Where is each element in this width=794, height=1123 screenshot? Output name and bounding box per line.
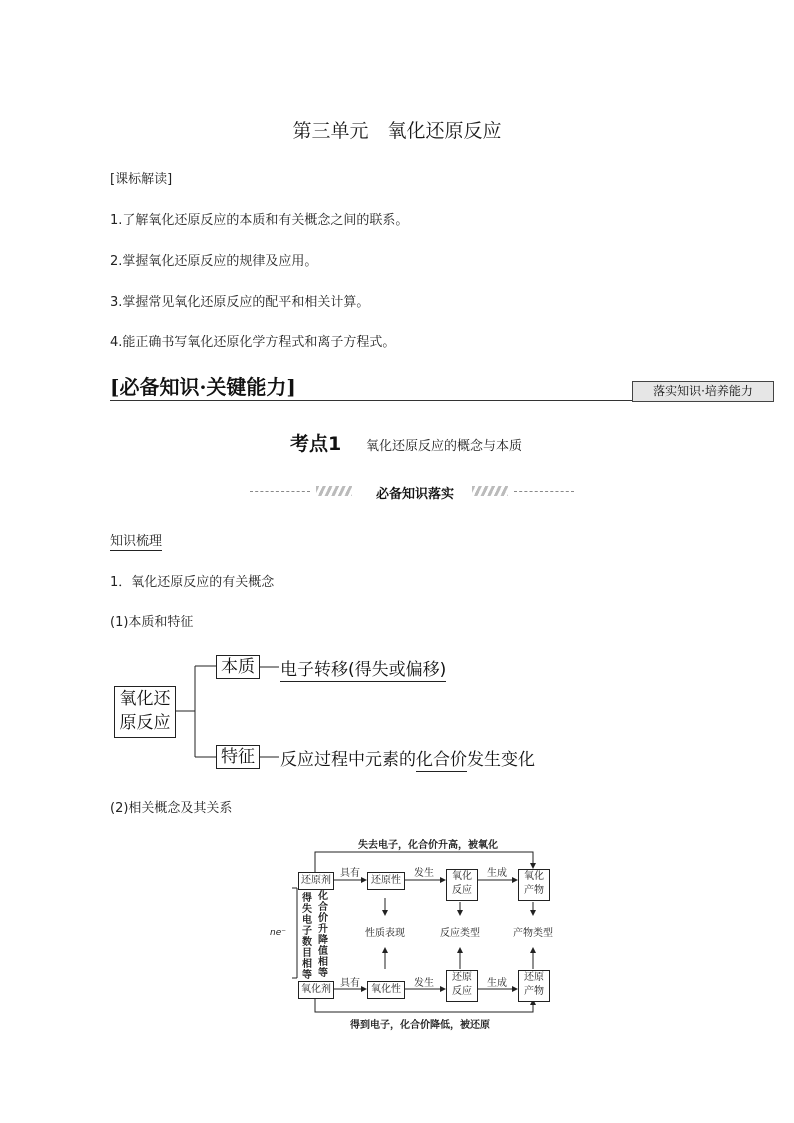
curriculum-item: 1.了解氧化还原反应的本质和有关概念之间的联系。	[110, 213, 409, 228]
section-heading: [必备知识·关键能力]	[110, 375, 296, 399]
top-caption: 失去电子，化合价升高，被氧化	[358, 840, 498, 851]
feature-key: 化合价	[416, 750, 467, 770]
valence-equal-label: 化合价升降值相等	[318, 891, 328, 979]
page-title: 第三单元 氧化还原反应	[292, 120, 502, 142]
box-line: 产物	[524, 986, 544, 997]
feature-post: 发生变化	[467, 750, 535, 770]
arrow-label-has: 具有	[340, 978, 360, 989]
knowledge-sub: (1)本质和特征	[110, 615, 194, 630]
knowledge-point: 1．氧化还原反应的有关概念	[110, 575, 275, 590]
ne-label: ne⁻	[270, 928, 286, 938]
ox-product-box	[518, 869, 550, 901]
arrow-label-has: 具有	[340, 868, 360, 879]
essence-box: 本质	[216, 655, 260, 679]
reducibility-box: 还原性	[367, 872, 405, 890]
red-reaction-box	[446, 970, 478, 1002]
root-line: 氧化还	[119, 689, 171, 709]
kaodian-text: 氧化还原反应的概念与本质	[366, 439, 523, 454]
oxidizability-box: 氧化性	[367, 981, 405, 999]
ox-reaction-box	[446, 869, 478, 901]
root-line: 原反应	[119, 713, 171, 733]
knowledge-label: 知识梳理	[110, 530, 162, 551]
reaction-type-label: 反应类型	[440, 928, 480, 939]
oxidizer-box: 氧化剂	[298, 981, 334, 999]
red-product-box	[518, 970, 550, 1002]
reducer-box: 还原剂	[298, 872, 334, 890]
box-line: 产物	[524, 885, 544, 896]
product-type-label: 产物类型	[513, 928, 553, 939]
box-line: 还原	[452, 972, 472, 983]
knowledge-sub: (2)相关概念及其关系	[110, 801, 233, 816]
electrons-equal-label: 得失电子数目相等	[302, 893, 312, 981]
banner-text: 必备知识落实	[375, 487, 454, 502]
kaodian-label: 考点1	[290, 433, 342, 455]
essence-text: 电子转移(得失或偏移)	[280, 655, 446, 682]
arrow-label-produces: 生成	[487, 978, 507, 989]
arrow-label-occurs: 发生	[414, 978, 434, 989]
property-label: 性质表现	[365, 928, 405, 939]
feature-pre: 反应过程中元素的	[280, 750, 416, 770]
curriculum-item: 2.掌握氧化还原反应的规律及应用。	[110, 254, 318, 269]
box-line: 还原	[524, 972, 544, 983]
section-tag: 落实知识·培养能力	[632, 381, 774, 402]
curriculum-label: [课标解读]	[110, 172, 173, 187]
box-line: 反应	[452, 885, 472, 896]
box-line: 反应	[452, 986, 472, 997]
box-line: 氧化	[524, 871, 544, 882]
curriculum-item: 4.能正确书写氧化还原化学方程式和离子方程式。	[110, 335, 396, 350]
arrow-label-produces: 生成	[487, 868, 507, 879]
feature-box: 特征	[216, 745, 260, 769]
box-line: 氧化	[452, 871, 472, 882]
arrow-label-occurs: 发生	[414, 868, 434, 879]
curriculum-item: 3.掌握常见氧化还原反应的配平和相关计算。	[110, 295, 370, 310]
bottom-caption: 得到电子，化合价降低，被还原	[350, 1020, 490, 1031]
